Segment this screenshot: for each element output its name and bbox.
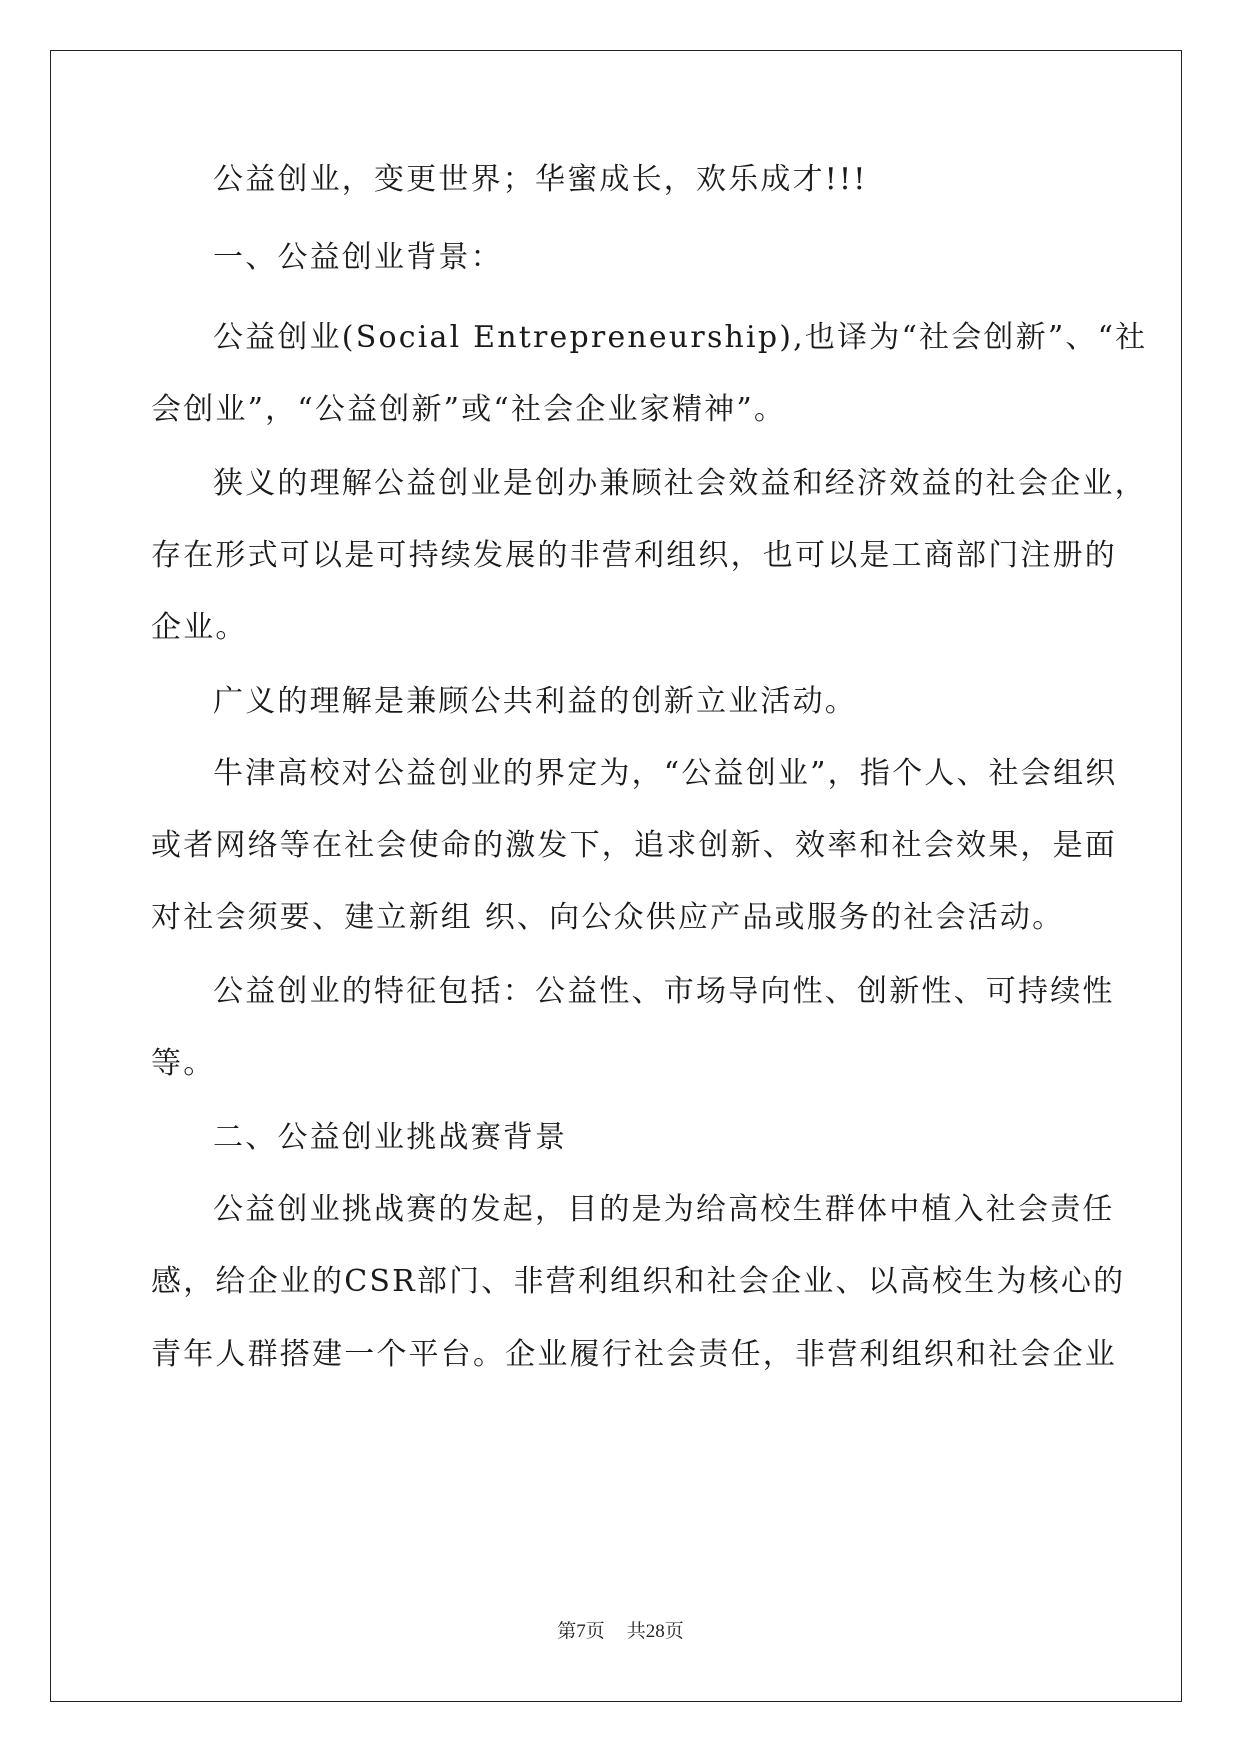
paragraph-line: 牛津高校对公益创业的界定为，“公益创业”，指个人、社会组织 [213,756,1118,791]
paragraph-line: 狭义的理解公益创业是创办兼顾社会效益和经济效益的社会企业， [213,466,1147,501]
total-pages: 共28页 [626,1621,684,1642]
slogan-line: 公益创业，变更世界；华蜜成长，欢乐成才!!! [213,162,868,197]
paragraph-line: 等。 [151,1046,216,1081]
paragraph-line: 公益创业(Social Entrepreneurship),也译为“社会创新”、“社 [213,320,1148,355]
paragraph-line: 存在形式可以是可持续发展的非营利组织，也可以是工商部门注册的 [151,538,1117,573]
page-footer [0,1616,1241,1643]
paragraph-line: 公益创业挑战赛的发起，目的是为给高校生群体中植入社会责任 [213,1192,1115,1227]
paragraph-line: 企业。 [151,610,248,645]
page-border [50,50,1182,1702]
paragraph-line: 公益创业的特征包括：公益性、市场导向性、创新性、可持续性 [213,974,1115,1009]
paragraph-line: 会创业”，“公益创新”或“社会企业家精神”。 [151,392,787,427]
paragraph-line: 对社会须要、建立新组 织、向公众供应产品或服务的社会活动。 [151,900,1065,935]
section-heading-1: 一、公益创业背景： [213,240,503,275]
paragraph-line: 广义的理解是兼顾公共利益的创新立业活动。 [213,684,857,719]
section-heading-2: 二、公益创业挑战赛背景 [213,1120,568,1155]
paragraph-line: 青年人群搭建一个平台。企业履行社会责任，非营利组织和社会企业 [151,1337,1117,1372]
paragraph-line: 感，给企业的CSR部门、非营利组织和社会企业、以高校生为核心的 [151,1264,1126,1299]
page-number: 第7页 [557,1621,605,1642]
paragraph-line: 或者网络等在社会使命的激发下，追求创新、效率和社会效果，是面 [151,828,1117,863]
